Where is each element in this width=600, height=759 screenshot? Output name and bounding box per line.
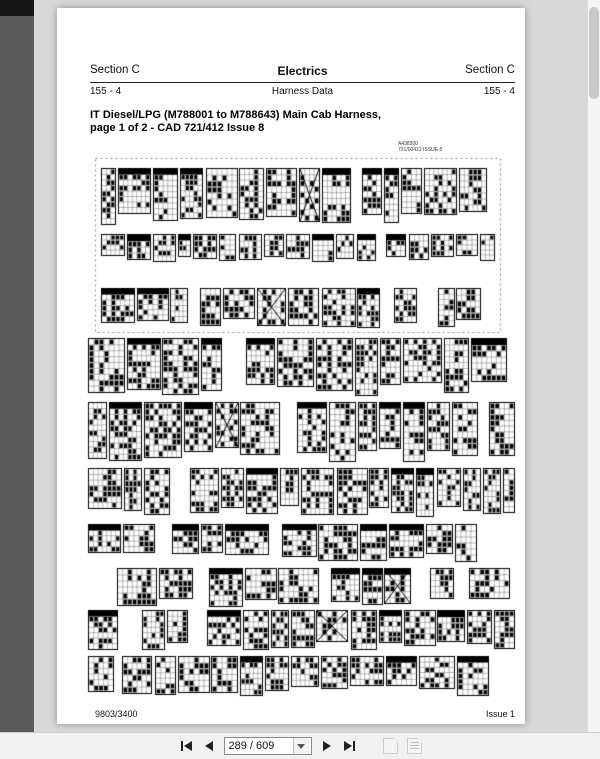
footer-issue: Issue 1 bbox=[485, 709, 515, 719]
next-page-button[interactable] bbox=[321, 738, 333, 754]
page-footer-row bbox=[95, 709, 515, 719]
page-number-combo bbox=[224, 737, 312, 755]
page-subheader-row bbox=[90, 86, 515, 97]
vertical-scrollbar-track[interactable] bbox=[587, 0, 600, 732]
footer-publication-number: 9803/3400 bbox=[95, 709, 138, 719]
previous-page-icon bbox=[205, 741, 213, 751]
pdf-page bbox=[57, 8, 525, 724]
document-title-line1: IT Diesel/LPG (M788001 to M788643) Main Cab Harness, bbox=[90, 109, 382, 121]
document-title bbox=[90, 109, 515, 135]
page-header-row bbox=[90, 64, 515, 78]
viewer-left-edge-top-block bbox=[0, 0, 34, 16]
header-subtitle: Harness Data bbox=[271, 86, 334, 97]
vertical-scrollbar-thumb[interactable] bbox=[589, 7, 599, 99]
header-title: Electrics bbox=[277, 64, 328, 78]
page-combo-dropdown[interactable] bbox=[293, 738, 309, 754]
facing-pages-view-icon[interactable] bbox=[407, 738, 422, 754]
drawing-number: A438300 bbox=[398, 141, 419, 147]
chevron-down-icon bbox=[297, 744, 305, 749]
header-pageno-left: 155 - 4 bbox=[90, 86, 122, 97]
harness-diagram-canvas bbox=[57, 148, 525, 704]
last-page-icon bbox=[344, 741, 352, 751]
viewer-left-edge-panel bbox=[0, 0, 34, 732]
document-title-line2: page 1 of 2 - CAD 721/412 Issue 8 bbox=[90, 122, 265, 134]
single-page-view-icon[interactable] bbox=[383, 738, 398, 754]
last-page-button[interactable] bbox=[342, 738, 357, 754]
first-page-button[interactable] bbox=[179, 738, 194, 754]
header-pageno-right: 155 - 4 bbox=[483, 86, 515, 97]
header-section-left: Section C bbox=[90, 64, 140, 76]
header-rule bbox=[90, 82, 515, 83]
harness-diagram bbox=[57, 148, 525, 704]
next-page-icon bbox=[323, 741, 331, 751]
first-page-icon bbox=[181, 741, 183, 751]
header-section-right: Section C bbox=[465, 64, 515, 76]
viewer-toolbar bbox=[0, 732, 600, 759]
page-number-input[interactable] bbox=[225, 738, 293, 754]
previous-page-button[interactable] bbox=[203, 738, 215, 754]
